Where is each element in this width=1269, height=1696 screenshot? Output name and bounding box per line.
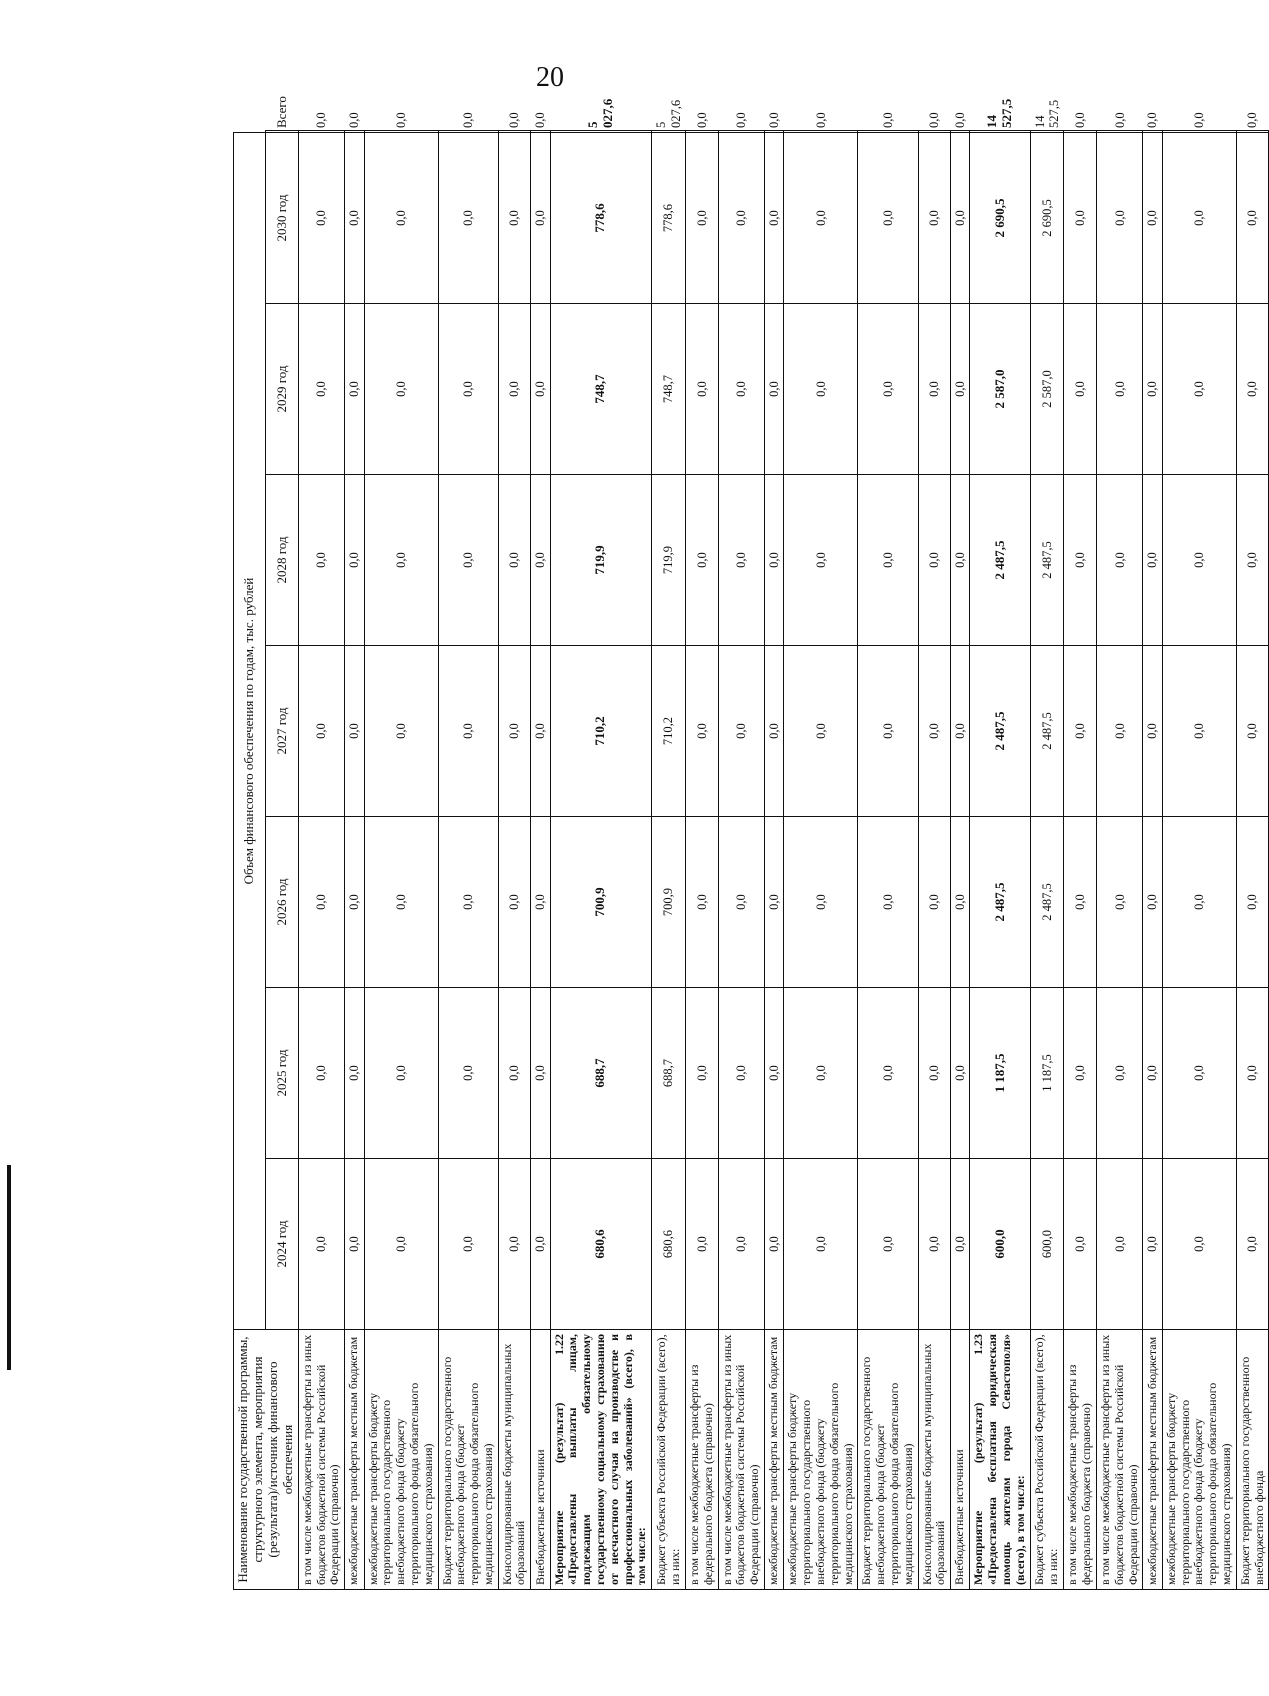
value-cell: 0,0 xyxy=(1162,1159,1236,1330)
row-name-cell: Бюджет субъекта Российской Федерации (всего), из них: xyxy=(1030,1330,1064,1590)
financing-table xyxy=(233,96,1269,1590)
value-cell: 0,0 xyxy=(1162,475,1236,646)
value-cell: 688,7 xyxy=(652,988,686,1159)
value-cell: 0,0 xyxy=(298,817,344,988)
value-cell: 0,0 xyxy=(531,304,550,475)
row-name-cell: межбюджетные трансферты бюджету территориального государственного внебюджетного фонда (бюджету территориального фонда обязательного медицинского страхования) xyxy=(784,1330,858,1590)
value-cell: 0,0 xyxy=(784,988,858,1159)
scan-margin-mark xyxy=(7,1165,11,1370)
row-name-cell: Внебюджетные источники xyxy=(951,1330,970,1590)
table-row xyxy=(1064,131,1097,1590)
row-name-cell: межбюджетные трансферты бюджету территориального государственного внебюджетного фонда (бюджету территориального фонда обязательного медицинского страхования) xyxy=(1162,1330,1236,1590)
value-cell: 748,7 xyxy=(550,304,652,475)
table-row xyxy=(498,131,531,1590)
value-cell: 0,0 xyxy=(764,133,783,304)
value-cell: 0,0 xyxy=(784,646,858,817)
value-cell: 0,0 xyxy=(498,131,531,133)
value-cell: 0,0 xyxy=(951,131,970,133)
value-cell: 710,2 xyxy=(652,646,686,817)
table-row xyxy=(970,131,1030,1590)
value-cell: 0,0 xyxy=(531,133,550,304)
value-cell: 0,0 xyxy=(918,646,951,817)
value-cell: 0,0 xyxy=(951,646,970,817)
value-cell: 688,7 xyxy=(550,988,652,1159)
value-cell: 0,0 xyxy=(718,817,764,988)
value-cell: 0,0 xyxy=(438,131,498,133)
value-cell: 0,0 xyxy=(858,304,918,475)
row-name-cell: Бюджет территориального государственного внебюджетного фонда (бюджет территориального фонда обязательного медицинского страхования) xyxy=(438,1330,498,1590)
value-cell: 0,0 xyxy=(345,475,364,646)
table-row xyxy=(685,131,718,1590)
value-cell: 600,0 xyxy=(970,1159,1030,1330)
value-cell: 0,0 xyxy=(498,475,531,646)
table-row xyxy=(652,131,686,1590)
value-cell: 0,0 xyxy=(298,988,344,1159)
value-cell: 1 187,5 xyxy=(970,988,1030,1159)
rotated-table-area xyxy=(233,96,1266,1590)
value-cell: 0,0 xyxy=(858,133,918,304)
table-row xyxy=(858,131,918,1590)
value-cell: 0,0 xyxy=(1143,817,1162,988)
row-name-cell: межбюджетные трансферты бюджету территориального государственного внебюджетного фонда (бюджету территориального фонда обязательного медицинского страхования) xyxy=(364,1330,438,1590)
row-name-cell: Бюджет субъекта Российской Федерации (всего), из них: xyxy=(652,1330,686,1590)
table-row xyxy=(918,131,951,1590)
value-cell: 0,0 xyxy=(951,475,970,646)
value-cell: 0,0 xyxy=(718,131,764,133)
value-cell: 5 027,6 xyxy=(652,131,686,133)
value-cell: 0,0 xyxy=(718,304,764,475)
value-cell: 0,0 xyxy=(918,131,951,133)
value-cell: 0,0 xyxy=(498,304,531,475)
value-cell: 0,0 xyxy=(298,475,344,646)
value-cell: 2 487,5 xyxy=(970,817,1030,988)
table-row xyxy=(1143,131,1162,1590)
value-cell: 0,0 xyxy=(1143,131,1162,133)
value-cell: 0,0 xyxy=(498,817,531,988)
value-cell: 0,0 xyxy=(718,1159,764,1330)
value-cell: 0,0 xyxy=(1143,1159,1162,1330)
value-cell: 0,0 xyxy=(498,988,531,1159)
value-cell: 0,0 xyxy=(531,1159,550,1330)
value-cell: 0,0 xyxy=(951,304,970,475)
value-cell: 2 487,5 xyxy=(970,475,1030,646)
table-row xyxy=(364,131,438,1590)
value-cell: 0,0 xyxy=(951,1159,970,1330)
row-name-cell: Бюджет территориального государственного внебюджетного фонда xyxy=(1236,1330,1269,1590)
value-cell: 0,0 xyxy=(784,133,858,304)
value-cell: 0,0 xyxy=(685,475,718,646)
row-name-cell: Бюджет территориального государственного внебюджетного фонда (бюджет территориального фонда обязательного медицинского страхования) xyxy=(858,1330,918,1590)
value-cell: 0,0 xyxy=(764,475,783,646)
value-cell: 0,0 xyxy=(345,817,364,988)
value-cell: 0,0 xyxy=(1097,646,1143,817)
table-row xyxy=(298,131,344,1590)
value-cell: 0,0 xyxy=(1064,817,1097,988)
value-cell: 680,6 xyxy=(652,1159,686,1330)
value-cell: 0,0 xyxy=(1097,1159,1143,1330)
value-cell: 600,0 xyxy=(1030,1159,1064,1330)
value-cell: 0,0 xyxy=(1097,817,1143,988)
value-cell: 0,0 xyxy=(1236,988,1269,1159)
value-cell: 0,0 xyxy=(784,1159,858,1330)
table-row xyxy=(784,131,858,1590)
value-cell: 0,0 xyxy=(764,304,783,475)
value-cell: 0,0 xyxy=(438,988,498,1159)
value-cell: 0,0 xyxy=(364,133,438,304)
value-cell: 0,0 xyxy=(498,1159,531,1330)
year-header-cell: 2024 год xyxy=(266,1159,298,1330)
value-cell: 778,6 xyxy=(652,133,686,304)
value-cell: 0,0 xyxy=(1162,131,1236,133)
value-cell: 0,0 xyxy=(1097,988,1143,1159)
value-cell: 0,0 xyxy=(498,133,531,304)
year-header-cell: 2030 год xyxy=(266,133,298,304)
value-cell: 700,9 xyxy=(652,817,686,988)
value-cell: 2 487,5 xyxy=(1030,817,1064,988)
value-cell: 0,0 xyxy=(685,133,718,304)
value-cell: 0,0 xyxy=(1097,133,1143,304)
header-group-cell: Объем финансового обеспечения по годам, тыс. рублей xyxy=(234,133,266,1330)
value-cell: 2 487,5 xyxy=(1030,646,1064,817)
value-cell: 2 690,5 xyxy=(1030,133,1064,304)
value-cell: 0,0 xyxy=(1143,475,1162,646)
value-cell: 0,0 xyxy=(1236,475,1269,646)
value-cell: 0,0 xyxy=(345,1159,364,1330)
value-cell: 719,9 xyxy=(550,475,652,646)
value-cell: 0,0 xyxy=(1236,646,1269,817)
value-cell: 0,0 xyxy=(364,131,438,133)
value-cell: 0,0 xyxy=(298,1159,344,1330)
value-cell: 0,0 xyxy=(784,304,858,475)
year-header-cell: 2029 год xyxy=(266,304,298,475)
value-cell: 2 487,5 xyxy=(970,646,1030,817)
row-name-cell: межбюджетные трансферты местным бюджетам xyxy=(1143,1330,1162,1590)
value-cell: 14 527,5 xyxy=(970,131,1030,133)
value-cell: 0,0 xyxy=(1143,988,1162,1159)
value-cell: 0,0 xyxy=(1162,133,1236,304)
value-cell: 0,0 xyxy=(438,817,498,988)
value-cell: 0,0 xyxy=(918,133,951,304)
value-cell: 0,0 xyxy=(1236,817,1269,988)
value-cell: 0,0 xyxy=(438,475,498,646)
value-cell: 14 527,5 xyxy=(1030,131,1064,133)
row-name-cell: в том числе межбюджетные трансферты из иных бюджетов бюджетной системы Российской Федерации (справочно) xyxy=(298,1330,344,1590)
value-cell: 0,0 xyxy=(364,817,438,988)
value-cell: 0,0 xyxy=(1097,131,1143,133)
value-cell: 5 027,6 xyxy=(550,131,652,133)
value-cell: 0,0 xyxy=(298,131,344,133)
value-cell: 0,0 xyxy=(1143,304,1162,475)
value-cell: 0,0 xyxy=(345,988,364,1159)
value-cell: 0,0 xyxy=(364,988,438,1159)
value-cell: 0,0 xyxy=(858,817,918,988)
year-header-cell: Всего xyxy=(266,131,298,133)
value-cell: 0,0 xyxy=(1064,133,1097,304)
value-cell: 0,0 xyxy=(858,131,918,133)
value-cell: 0,0 xyxy=(438,133,498,304)
value-cell: 778,6 xyxy=(550,133,652,304)
table-row xyxy=(718,131,764,1590)
row-name-cell: Мероприятие (результат) 1.23 «Предоставлена бесплатная юридическая помощь жителям города Севастополя» (всего), в том числе: xyxy=(970,1330,1030,1590)
row-name-cell: Внебюджетные источники xyxy=(531,1330,550,1590)
value-cell: 0,0 xyxy=(685,817,718,988)
value-cell: 1 187,5 xyxy=(1030,988,1064,1159)
value-cell: 0,0 xyxy=(1064,131,1097,133)
value-cell: 0,0 xyxy=(438,1159,498,1330)
value-cell: 0,0 xyxy=(858,646,918,817)
value-cell: 0,0 xyxy=(764,1159,783,1330)
year-header-cell: 2028 год xyxy=(266,475,298,646)
value-cell: 0,0 xyxy=(531,475,550,646)
value-cell: 710,2 xyxy=(550,646,652,817)
year-header-cell: 2026 год xyxy=(266,817,298,988)
value-cell: 0,0 xyxy=(1143,133,1162,304)
value-cell: 0,0 xyxy=(298,304,344,475)
value-cell: 0,0 xyxy=(298,646,344,817)
table-row xyxy=(531,131,550,1590)
table-row xyxy=(345,131,364,1590)
value-cell: 0,0 xyxy=(685,304,718,475)
value-cell: 748,7 xyxy=(652,304,686,475)
value-cell: 0,0 xyxy=(438,304,498,475)
value-cell: 0,0 xyxy=(1064,988,1097,1159)
value-cell: 0,0 xyxy=(918,988,951,1159)
value-cell: 0,0 xyxy=(345,133,364,304)
value-cell: 0,0 xyxy=(345,646,364,817)
row-name-cell: в том числе межбюджетные трансферты из федерального бюджета (справочно) xyxy=(1064,1330,1097,1590)
value-cell: 0,0 xyxy=(718,133,764,304)
value-cell: 0,0 xyxy=(531,817,550,988)
value-cell: 0,0 xyxy=(1162,988,1236,1159)
value-cell: 0,0 xyxy=(1236,304,1269,475)
year-header-cell: 2027 год xyxy=(266,646,298,817)
value-cell: 0,0 xyxy=(764,817,783,988)
table-row xyxy=(438,131,498,1590)
row-name-cell: межбюджетные трансферты местным бюджетам xyxy=(764,1330,783,1590)
value-cell: 0,0 xyxy=(1097,304,1143,475)
value-cell: 0,0 xyxy=(718,475,764,646)
value-cell: 0,0 xyxy=(918,817,951,988)
value-cell: 0,0 xyxy=(531,131,550,133)
row-name-cell: в том числе межбюджетные трансферты из федерального бюджета (справочно) xyxy=(685,1330,718,1590)
value-cell: 0,0 xyxy=(784,131,858,133)
value-cell: 0,0 xyxy=(685,646,718,817)
row-name-cell: Консолидированные бюджеты муниципальных образований xyxy=(918,1330,951,1590)
value-cell: 0,0 xyxy=(685,988,718,1159)
value-cell: 0,0 xyxy=(858,988,918,1159)
value-cell: 0,0 xyxy=(685,131,718,133)
value-cell: 0,0 xyxy=(364,304,438,475)
value-cell: 2 487,5 xyxy=(1030,475,1064,646)
table-row xyxy=(951,131,970,1590)
value-cell: 0,0 xyxy=(764,131,783,133)
value-cell: 2 690,5 xyxy=(970,133,1030,304)
value-cell: 0,0 xyxy=(364,646,438,817)
value-cell: 0,0 xyxy=(1064,1159,1097,1330)
value-cell: 0,0 xyxy=(784,475,858,646)
table-row xyxy=(1030,131,1064,1590)
value-cell: 0,0 xyxy=(918,1159,951,1330)
value-cell: 700,9 xyxy=(550,817,652,988)
value-cell: 0,0 xyxy=(951,133,970,304)
value-cell: 0,0 xyxy=(718,988,764,1159)
table-row xyxy=(1162,131,1236,1590)
value-cell: 0,0 xyxy=(784,817,858,988)
value-cell: 0,0 xyxy=(951,817,970,988)
value-cell: 0,0 xyxy=(531,988,550,1159)
row-name-cell: в том числе межбюджетные трансферты из иных бюджетов бюджетной системы Российской Федерации (справочно) xyxy=(1097,1330,1143,1590)
table-row xyxy=(1236,131,1269,1590)
value-cell: 0,0 xyxy=(918,304,951,475)
value-cell: 0,0 xyxy=(1162,646,1236,817)
value-cell: 0,0 xyxy=(1064,304,1097,475)
value-cell: 0,0 xyxy=(1143,646,1162,817)
value-cell: 2 587,0 xyxy=(1030,304,1064,475)
value-cell: 0,0 xyxy=(951,988,970,1159)
header-name-cell: Наименование государственной программы, структурного элемента, мероприятия (результата)/источник финансового обеспечения xyxy=(234,1330,299,1590)
row-name-cell: межбюджетные трансферты местным бюджетам xyxy=(345,1330,364,1590)
row-name-cell: Мероприятие (результат) 1.22 «Предоставлены выплаты лицам, подлежащим обязательному государственному социальному страхованию от несчастного случая на производстве и профессиональных заболеваний» (всего), в том числе: xyxy=(550,1330,652,1590)
value-cell: 0,0 xyxy=(764,646,783,817)
row-name-cell: Консолидированные бюджеты муниципальных образований xyxy=(498,1330,531,1590)
value-cell: 0,0 xyxy=(1236,1159,1269,1330)
value-cell: 0,0 xyxy=(345,131,364,133)
value-cell: 0,0 xyxy=(1064,646,1097,817)
value-cell: 0,0 xyxy=(364,475,438,646)
table-row xyxy=(1097,131,1143,1590)
value-cell: 0,0 xyxy=(1236,131,1269,133)
page-number: 20 xyxy=(536,62,564,93)
value-cell: 0,0 xyxy=(345,304,364,475)
table-row xyxy=(550,131,652,1590)
value-cell: 680,6 xyxy=(550,1159,652,1330)
table-row xyxy=(764,131,783,1590)
value-cell: 0,0 xyxy=(364,1159,438,1330)
value-cell: 719,9 xyxy=(652,475,686,646)
value-cell: 0,0 xyxy=(858,1159,918,1330)
value-cell: 2 587,0 xyxy=(970,304,1030,475)
row-name-cell: в том числе межбюджетные трансферты из иных бюджетов бюджетной системы Российской Федерации (справочно) xyxy=(718,1330,764,1590)
value-cell: 0,0 xyxy=(1162,817,1236,988)
value-cell: 0,0 xyxy=(764,988,783,1159)
value-cell: 0,0 xyxy=(298,133,344,304)
value-cell: 0,0 xyxy=(718,646,764,817)
value-cell: 0,0 xyxy=(498,646,531,817)
year-header-cell: 2025 год xyxy=(266,988,298,1159)
value-cell: 0,0 xyxy=(858,475,918,646)
value-cell: 0,0 xyxy=(685,1159,718,1330)
value-cell: 0,0 xyxy=(531,646,550,817)
value-cell: 0,0 xyxy=(1064,475,1097,646)
value-cell: 0,0 xyxy=(918,475,951,646)
value-cell: 0,0 xyxy=(438,646,498,817)
value-cell: 0,0 xyxy=(1162,304,1236,475)
value-cell: 0,0 xyxy=(1097,475,1143,646)
value-cell: 0,0 xyxy=(1236,133,1269,304)
